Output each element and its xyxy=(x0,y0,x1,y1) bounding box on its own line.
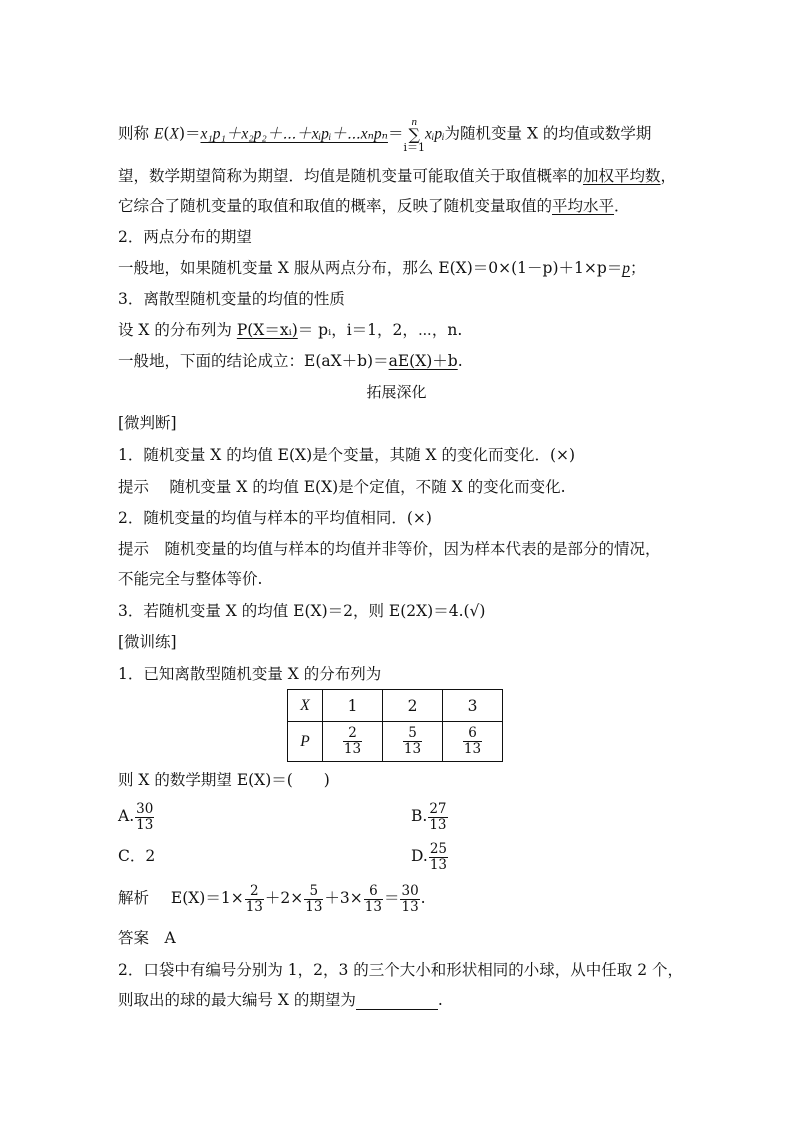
p-value xyxy=(383,722,443,762)
def-e: E xyxy=(153,125,164,143)
dist-prob: P(X＝xᵢ) xyxy=(236,321,298,339)
linear-answer: aE(X)＋b xyxy=(388,352,458,370)
sol-mid2: ＋3× xyxy=(324,889,363,907)
linear-end: . xyxy=(457,352,463,370)
judge-hint2-line2: 不能完全与整体等价. xyxy=(118,570,263,588)
sum-sign: ∑ xyxy=(408,125,420,144)
problem1-stem: 1．已知离散型随机变量 X 的分布列为 xyxy=(118,665,382,683)
p-value xyxy=(323,722,383,762)
option-d-den: 13 xyxy=(429,856,447,873)
option-a-den: 13 xyxy=(136,816,154,833)
weighted-average-term: 加权平均数 xyxy=(583,167,661,185)
option-d xyxy=(411,838,449,874)
problem2-end: . xyxy=(437,991,443,1009)
problem2-line2 xyxy=(118,990,443,1010)
dist-text: 设 X 的分布列为 xyxy=(118,321,237,339)
problem2-text: 则取出的球的最大编号 X 的期望为 xyxy=(118,991,356,1009)
solution-line xyxy=(118,880,426,916)
option-a xyxy=(118,798,155,834)
option-b-num: 27 xyxy=(429,800,447,817)
answer-line: 答案 A xyxy=(118,929,176,947)
line3-text: 它综合了随机变量的取值和取值的概率，反映了随机变量取值的 xyxy=(118,197,553,215)
problem2-line1: 2．口袋中有编号分别为 1，2，3 的三个大小和形状相同的小球，从中任取 2 个， xyxy=(118,961,684,979)
dist-end: ＝ pᵢ，i＝1，2，⋯，n. xyxy=(297,321,463,339)
x-value: 2 xyxy=(383,690,443,722)
p-row-label: P xyxy=(288,722,323,762)
sum-term: xᵢpᵢ xyxy=(425,125,445,143)
line2-end: ， xyxy=(660,167,677,185)
micro-judge-label: [微判断] xyxy=(118,414,177,432)
def-terms: x₁p₁＋x₂p₂＋⋯＋xᵢpᵢ＋⋯xₙpₙ xyxy=(200,125,388,143)
sol-f2-den: 13 xyxy=(305,898,323,915)
line2-text: 望，数学期望简称为期望．均值是随机变量可能取值关于取值概率的 xyxy=(118,167,584,185)
sol-eq: ＝ xyxy=(383,889,400,907)
definition-line-2 xyxy=(118,166,676,186)
option-c: C．2 xyxy=(118,847,156,865)
p-num: 2 xyxy=(343,726,362,742)
sol-mid1: ＋2× xyxy=(264,889,304,907)
sol-f2-num: 5 xyxy=(304,884,323,900)
linearity-line xyxy=(118,351,463,371)
def-eq: )＝ xyxy=(178,124,201,143)
x-value: 3 xyxy=(443,690,503,722)
linear-text: 一般地，下面的结论成立：E(aX＋b)＝ xyxy=(118,352,389,370)
option-b xyxy=(411,798,449,834)
sol-f3-den: 13 xyxy=(364,898,382,915)
table-row xyxy=(288,722,503,762)
sol-f1-den: 13 xyxy=(245,898,263,915)
solution-lhs: E(X)＝1× xyxy=(170,889,244,907)
option-b-label: B. xyxy=(411,807,428,825)
sol-f1-num: 2 xyxy=(245,884,264,900)
judge-hint1: 提示 随机变量 X 的均值 E(X)是个定值，不随 X 的变化而变化. xyxy=(118,478,566,496)
expectation-definition-line: 则称 E(X)＝x₁p₁＋x₂p₂＋⋯＋xᵢpᵢ＋⋯xₙpₙ＝n ∑ i＝1xᵢpᵢ为随机变量 X 的均值或数学期 xyxy=(118,116,652,154)
distribution-line xyxy=(118,320,462,340)
summation xyxy=(403,116,425,153)
option-d-num: 25 xyxy=(429,840,447,857)
def-prefix: 则称 xyxy=(118,124,154,143)
section-title: 拓展深化 xyxy=(366,383,427,401)
option-d-label: D. xyxy=(411,847,428,865)
sol-end: . xyxy=(420,889,426,907)
distribution-table xyxy=(287,689,503,762)
two-point-text xyxy=(118,258,646,279)
p-den: 13 xyxy=(403,741,422,757)
judge-q3: 3．若随机变量 X 的均值 E(X)＝2，则 E(2X)＝4.(√) xyxy=(118,602,486,620)
def-x: X xyxy=(169,125,179,143)
micro-train-label: [微训练] xyxy=(118,633,177,651)
table-row xyxy=(288,690,503,722)
answer-blank[interactable] xyxy=(356,993,438,1010)
definition-line-3 xyxy=(118,196,630,216)
p-value xyxy=(443,722,503,762)
sum-lower: i＝1 xyxy=(403,141,425,154)
two-point-answer: p xyxy=(622,260,631,277)
line3-end: ． xyxy=(614,197,630,215)
judge-q2: 2．随机变量的均值与样本的平均值相同．(×) xyxy=(118,509,432,527)
x-value: 1 xyxy=(323,690,383,722)
sol-r-den: 13 xyxy=(401,898,419,915)
two-point-heading: 2．两点分布的期望 xyxy=(118,228,252,246)
option-a-num: 30 xyxy=(136,800,154,817)
p-num: 5 xyxy=(403,726,422,742)
two-point-end: ； xyxy=(630,259,646,277)
option-a-label: A. xyxy=(118,807,135,825)
p-num: 6 xyxy=(463,726,482,742)
option-b-den: 13 xyxy=(429,816,447,833)
sol-f3-num: 6 xyxy=(364,884,383,900)
two-point-formula: 一般地，如果随机变量 X 服从两点分布，那么 E(X)＝0×(1－p)＋1×p＝ xyxy=(118,259,623,277)
problem1-question: 则 X 的数学期望 E(X)＝( ) xyxy=(118,771,330,789)
average-level-term: 平均水平 xyxy=(552,197,615,215)
sum-upper: n xyxy=(411,116,417,128)
def-suffix: 为随机变量 X 的均值或数学期 xyxy=(444,124,652,143)
judge-hint2-line1: 提示 随机变量的均值与样本的均值并非等价，因为样本代表的是部分的情况， xyxy=(118,540,661,558)
sol-r-num: 30 xyxy=(401,882,419,899)
p-den: 13 xyxy=(463,741,482,757)
judge-q1: 1．随机变量 X 的均值 E(X)是个变量，其随 X 的变化而变化．(×) xyxy=(118,446,576,464)
properties-heading: 3．离散型随机变量的均值的性质 xyxy=(118,290,345,308)
p-den: 13 xyxy=(343,741,362,757)
x-row-label: X xyxy=(288,690,323,722)
solution-label: 解析 xyxy=(118,889,150,907)
